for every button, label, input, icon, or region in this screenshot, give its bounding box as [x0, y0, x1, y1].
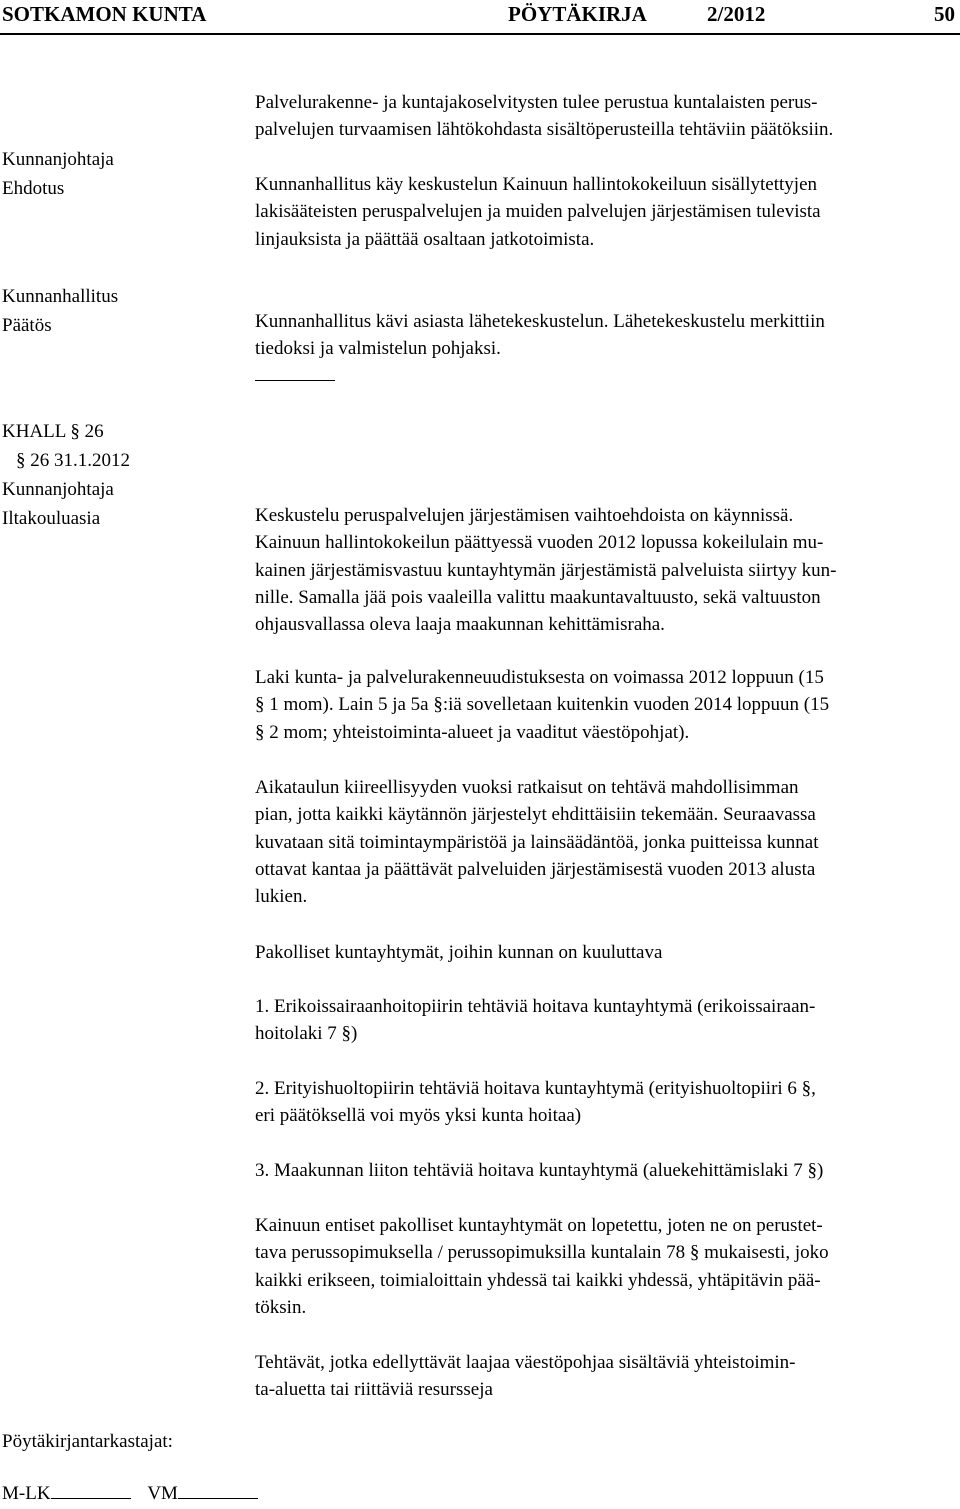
page-header: [0, 2, 960, 30]
text-line: Keskustelu peruspalvelujen järjestämisen vaihtoehdoista on käynnissä.: [255, 505, 794, 526]
text-line: § 1 mom). Lain 5 ja 5a §:iä sovelletaan kuitenkin vuoden 2014 loppuun (15: [255, 694, 830, 716]
proposal-paragraph: [255, 171, 960, 253]
text-line: 2. Erityishuoltopiirin tehtäviä hoitava kuntayhtymä (erityishuoltopiiri 6 §,: [255, 1078, 816, 1099]
text-line: nille. Samalla jää pois vaaleilla valittu maakuntavaltuusto, sekä valtuuston: [255, 586, 821, 608]
proposal-author: Kunnanjohtaja: [2, 149, 114, 170]
document-type: PÖYTÄKIRJA: [508, 2, 647, 26]
paragraph-1: [255, 502, 960, 638]
signature-line-2: [178, 1484, 258, 1499]
header-rule: [0, 33, 960, 35]
paragraph-4: [255, 939, 960, 966]
reviewer-initials: [2, 1483, 258, 1505]
intro-paragraph: [255, 89, 960, 144]
paragraph-2: [255, 664, 960, 746]
list-item-1: [255, 993, 960, 1048]
item-reference: KHALL § 26: [2, 421, 104, 442]
text-line: eri päätöksellä voi myös yksi kunta hoitaa): [255, 1105, 582, 1127]
paragraph-5: [255, 1212, 960, 1321]
text-line: tiedoksi ja valmistelun pohjaksi.: [255, 338, 501, 360]
text-line: pian, jotta kaikki käytännön järjestelyt ehdittäisiin tekemään. Seuraavassa: [255, 804, 816, 826]
text-line: Kunnanhallitus kävi asiasta lähetekeskustelun. Lähetekeskustelu merkittiin: [255, 311, 825, 332]
decision-author: Kunnanhallitus: [2, 286, 119, 307]
reviewers-label: Pöytäkirjantarkastajat:: [2, 1431, 173, 1452]
text-line: Palvelurakenne- ja kuntajakoselvitysten tulee perustua kuntalaisten perus-: [255, 92, 818, 113]
list-item-3: [255, 1157, 960, 1184]
text-line: ohjausvallassa oleva laaja maakunnan kehittämisraha.: [255, 614, 665, 636]
text-line: kainen järjestämisvastuu kuntayhtymän järjestämistä palveluista siirtyy kun-: [255, 559, 837, 581]
text-line: Tehtävät, jotka edellyttävät laajaa väestöpohjaa sisältäviä yhteistoimin-: [255, 1352, 796, 1373]
text-line: palvelujen turvaamisen lähtökohdasta sisältöperusteilla tehtäviin päätöksiin.: [255, 119, 834, 141]
text-line: Kainuun entiset pakolliset kuntayhtymät on lopetettu, joten ne on perustet-: [255, 1215, 823, 1236]
text-line: kuvataan sitä toimintaympäristöä ja lainsäädäntöä, jonka puitteissa kunnat: [255, 831, 819, 853]
text-line: ta-aluetta tai riittäviä resursseja: [255, 1379, 493, 1401]
text-line: töksin.: [255, 1296, 307, 1318]
sidebar-proposal: [2, 145, 114, 203]
proposal-label: Ehdotus: [2, 178, 65, 199]
paragraph-6: [255, 1349, 960, 1404]
text-line: lakisääteisten peruspalvelujen ja muiden palvelujen järjestämisen tulevista: [255, 201, 821, 223]
text-line: Laki kunta- ja palvelurakenneuudistuksesta on voimassa 2012 loppuun (15: [255, 667, 824, 688]
sidebar-item: [2, 417, 130, 533]
text-line: linjauksista ja päättää osaltaan jatkotoimista.: [255, 228, 595, 250]
text-line: § 2 mom; yhteistoiminta-alueet ja vaaditut väestöpohjat).: [255, 721, 690, 743]
document-number: 2/2012: [707, 2, 766, 26]
text-line: Kunnanhallitus käy keskustelun Kainuun hallintokokeiluun sisällytettyjen: [255, 174, 818, 195]
sidebar-decision: [2, 282, 118, 340]
text-line: tava perussopimuksella / perussopimuksilla kuntalain 78 § mukaisesti, joko: [255, 1242, 829, 1264]
decision-paragraph: [255, 308, 960, 363]
text-line: 1. Erikoissairaanhoitopiirin tehtäviä hoitava kuntayhtymä (erikoissairaan-: [255, 996, 816, 1017]
item-reference-date: § 26 31.1.2012: [16, 450, 130, 471]
text-line: 3. Maakunnan liiton tehtäviä hoitava kuntayhtymä (aluekehittämislaki 7 §): [255, 1160, 824, 1181]
text-line: Aikataulun kiireellisyyden vuoksi ratkaisut on tehtävä mahdollisimman: [255, 777, 799, 798]
organization-name: SOTKAMON KUNTA: [2, 2, 207, 26]
reviewer-initials-1: M-LK: [2, 1483, 51, 1504]
paragraph-3: [255, 774, 960, 910]
list-item-2: [255, 1075, 960, 1130]
decision-label: Päätös: [2, 315, 52, 336]
text-line: lukien.: [255, 886, 308, 908]
text-line: kaikki erikseen, toimialoittain yhdessä tai kaikki yhdessä, yhtäpitävin pää-: [255, 1269, 821, 1291]
item-author: Kunnanjohtaja: [2, 479, 114, 500]
signature-line-1: [51, 1484, 131, 1499]
page-number: 50: [934, 2, 955, 26]
reviewer-initials-2: VM: [147, 1483, 178, 1504]
text-line: Pakolliset kuntayhtymät, joihin kunnan on kuuluttava: [255, 942, 663, 963]
section-separator: [255, 380, 335, 381]
item-type: Iltakouluasia: [2, 508, 101, 529]
text-line: ottavat kantaa ja päättävät palveluiden järjestämisestä vuoden 2013 alusta: [255, 858, 816, 880]
text-line: hoitolaki 7 §): [255, 1023, 358, 1045]
text-line: Kainuun hallintokokeilun päättyessä vuoden 2012 lopussa kokeilulain mu-: [255, 532, 824, 554]
